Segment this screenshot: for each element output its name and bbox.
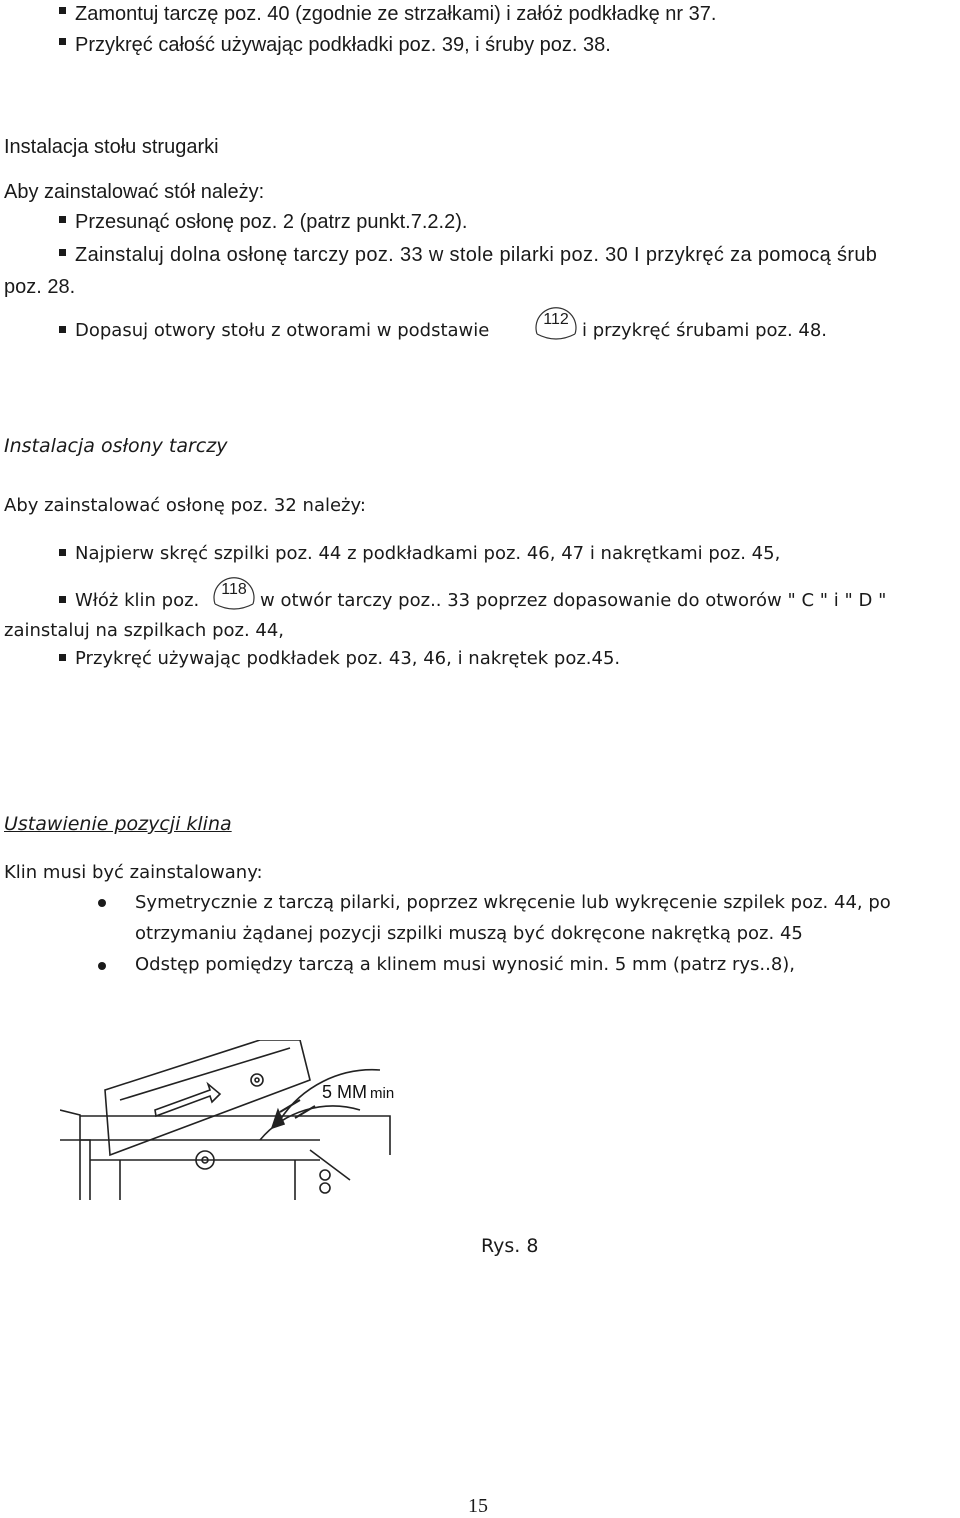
- page-number: 15: [468, 1495, 488, 1517]
- section-heading: Instalacja osłony tarczy: [4, 435, 228, 457]
- saw-wedge-figure: [60, 1040, 440, 1200]
- list-item-continuation: poz. 28.: [4, 276, 76, 298]
- section-heading: Ustawienie pozycji klina: [4, 813, 232, 835]
- list-item: Przykręć całość używając podkładki poz. 39, i śruby poz. 38.: [75, 34, 611, 56]
- list-item: Przykręć używając podkładek poz. 43, 46, i nakrętek poz.45.: [75, 648, 621, 669]
- section-heading: Instalacja stołu strugarki: [4, 136, 219, 158]
- section-intro: Klin musi być zainstalowany:: [4, 862, 263, 883]
- figure-caption: Rys. 8: [481, 1235, 539, 1257]
- bullet-square: [59, 549, 66, 556]
- bullet-square: [59, 596, 66, 603]
- section-intro: Aby zainstalować stół należy:: [4, 181, 265, 203]
- bullet-square: [59, 38, 66, 45]
- bullet-square: [59, 7, 66, 14]
- list-item: Najpierw skręć szpilki poz. 44 z podkładkami poz. 46, 47 i nakrętkami poz. 45,: [75, 543, 781, 564]
- bullet-square: [59, 326, 66, 333]
- list-item-tail: w otwór tarczy poz.. 33 poprzez dopasowanie do otworów " C " i " D ": [260, 590, 887, 611]
- part-number-badge: [210, 570, 258, 618]
- list-item: Symetrycznie z tarczą pilarki, poprzez wkręcenie lub wykręcenie szpilek poz. 44, po: [135, 892, 891, 913]
- list-item: Zainstaluj dolna osłonę tarczy poz. 33 w stole pilarki poz. 30 I przykręć za pomocą śrub: [75, 244, 878, 266]
- list-item: Włóż klin poz.: [75, 590, 200, 611]
- badge-label: 118: [221, 581, 247, 598]
- list-item: Odstęp pomiędzy tarczą a klinem musi wynosić min. 5 mm (patrz rys..8),: [135, 954, 796, 975]
- list-item-tail: i przykręć śrubami poz. 48.: [582, 320, 828, 341]
- bullet-dot: [98, 962, 106, 970]
- list-item-continuation: otrzymaniu żądanej pozycji szpilki muszą być dokręcone nakrętką poz. 45: [135, 923, 803, 944]
- dimension-label: 5 MM: [322, 1082, 367, 1102]
- badge-label: 112: [543, 311, 569, 328]
- bullet-dot: [98, 899, 106, 907]
- bullet-square: [59, 216, 66, 223]
- bullet-square: [59, 249, 66, 256]
- list-item: Przesunąć osłonę poz. 2 (patrz punkt.7.2.2).: [75, 211, 468, 233]
- section-intro: Aby zainstalować osłonę poz. 32 należy:: [4, 495, 366, 516]
- part-number-badge: [532, 300, 580, 348]
- min-label: min: [370, 1085, 395, 1102]
- list-item-continuation: zainstaluj na szpilkach poz. 44,: [4, 620, 285, 641]
- list-item: Dopasuj otwory stołu z otworami w podstawie: [75, 320, 490, 341]
- bullet-square: [59, 654, 66, 661]
- list-item: Zamontuj tarczę poz. 40 (zgodnie ze strzałkami) i załóż podkładkę nr 37.: [75, 3, 717, 25]
